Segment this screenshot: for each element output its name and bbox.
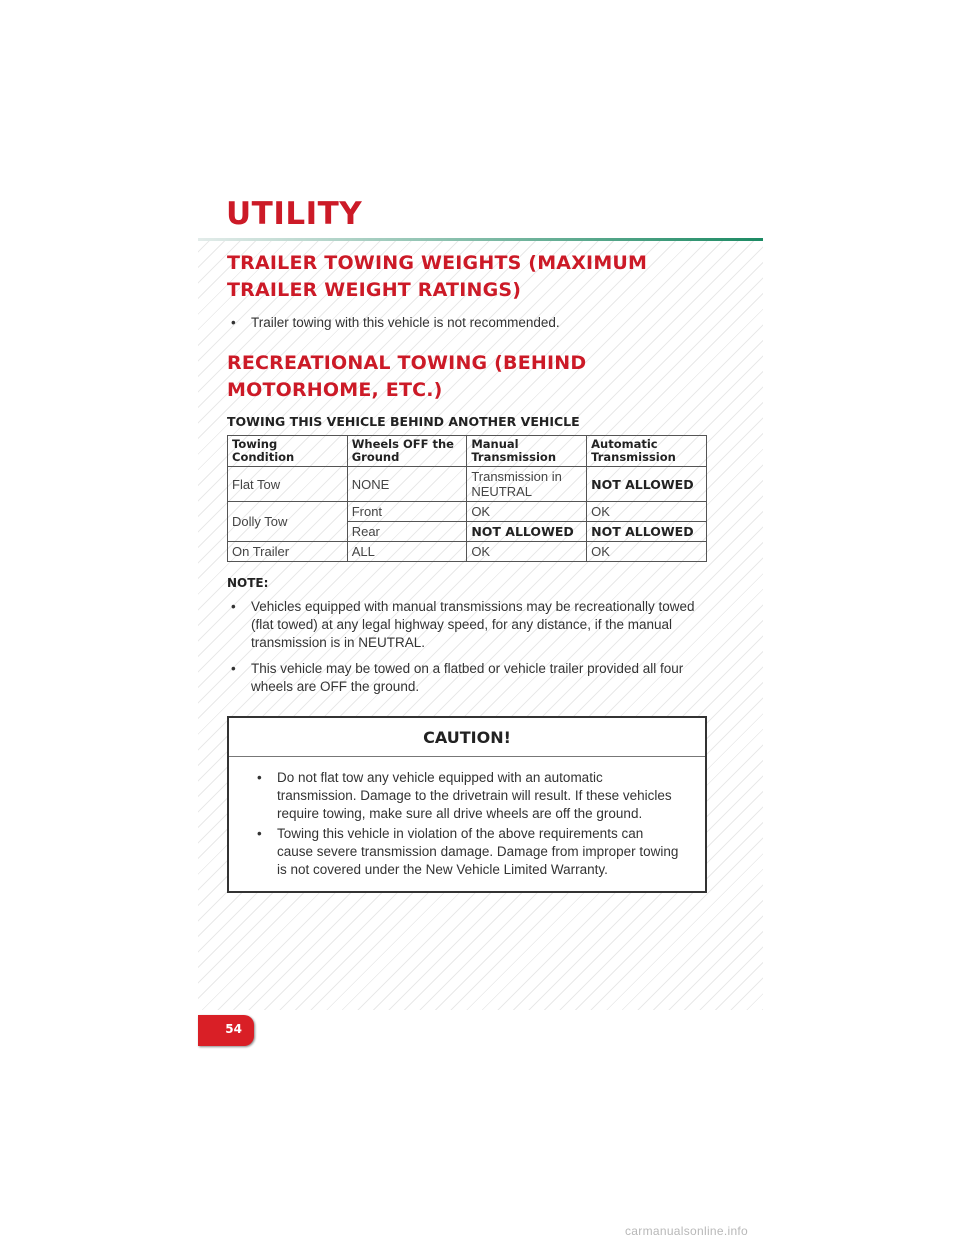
section-title: UTILITY	[226, 196, 363, 232]
bullet-icon: •	[257, 770, 262, 785]
column-header: Towing Condition	[228, 436, 348, 467]
table-cell: Front	[347, 502, 467, 522]
note-text: Vehicles equipped with manual transmissions may be recreationally towed (flat towed) at any legal highway speed, for any distance, if the manual transmission is in NEUTRAL.	[251, 599, 695, 650]
caution-box	[227, 716, 707, 893]
table-cell: Flat Tow	[228, 467, 348, 502]
page-number-tab: 54	[198, 1015, 254, 1046]
table-row	[228, 542, 707, 562]
towing-subheading: TOWING THIS VEHICLE BEHIND ANOTHER VEHICLE	[227, 414, 580, 429]
note-text: This vehicle may be towed on a flatbed or vehicle trailer provided all four wheels are OFF the ground.	[251, 661, 684, 694]
caution-text: Towing this vehicle in violation of the above requirements can cause severe transmission damage. Damage from improper towing is not covered under the New Vehicle Limited Warranty.	[277, 826, 679, 877]
table-cell: OK	[467, 542, 587, 562]
towing-table	[227, 435, 707, 562]
table-cell: Transmission in NEUTRAL	[467, 467, 587, 502]
table-cell: NONE	[347, 467, 467, 502]
caution-text: Do not flat tow any vehicle equipped with an automatic transmission. Damage to the drivetrain will result. If these vehicles require towing, make sure all drive wheels are off the ground.	[277, 770, 672, 821]
table-cell: NOT ALLOWED	[587, 467, 707, 502]
column-header: Wheels OFF the Ground	[347, 436, 467, 467]
table-row	[228, 467, 707, 502]
table-cell: NOT ALLOWED	[467, 522, 587, 542]
caution-item	[253, 769, 681, 823]
note-item	[227, 598, 707, 652]
column-header: Manual Transmission	[467, 436, 587, 467]
table-header-row	[228, 436, 707, 467]
trailer-bullet-text: Trailer towing with this vehicle is not recommended.	[251, 315, 560, 330]
table-row	[228, 502, 707, 522]
table-cell: Dolly Tow	[228, 502, 348, 542]
note-item	[227, 660, 707, 696]
table-cell: Rear	[347, 522, 467, 542]
bullet-icon: •	[257, 826, 262, 841]
table-cell: OK	[587, 542, 707, 562]
caution-title: CAUTION!	[229, 718, 705, 757]
recreational-towing-heading: RECREATIONAL TOWING (BEHIND MOTORHOME, ETC.)	[227, 352, 587, 401]
note-title: NOTE:	[227, 576, 269, 590]
watermark: carmanualsonline.info	[625, 1224, 749, 1238]
trailer-towing-heading: TRAILER TOWING WEIGHTS (MAXIMUM TRAILER WEIGHT RATINGS)	[227, 252, 648, 301]
table-cell: OK	[587, 502, 707, 522]
caution-item	[253, 825, 681, 879]
table-cell: OK	[467, 502, 587, 522]
bullet-icon: •	[231, 315, 236, 330]
page-content	[227, 250, 707, 893]
trailer-bullet	[227, 314, 707, 332]
table-cell: ALL	[347, 542, 467, 562]
table-cell: On Trailer	[228, 542, 348, 562]
caution-body	[229, 757, 705, 891]
column-header: Automatic Transmission	[587, 436, 707, 467]
header-rule	[198, 238, 763, 241]
table-cell: NOT ALLOWED	[587, 522, 707, 542]
bullet-icon: •	[231, 599, 236, 614]
bullet-icon: •	[231, 661, 236, 676]
